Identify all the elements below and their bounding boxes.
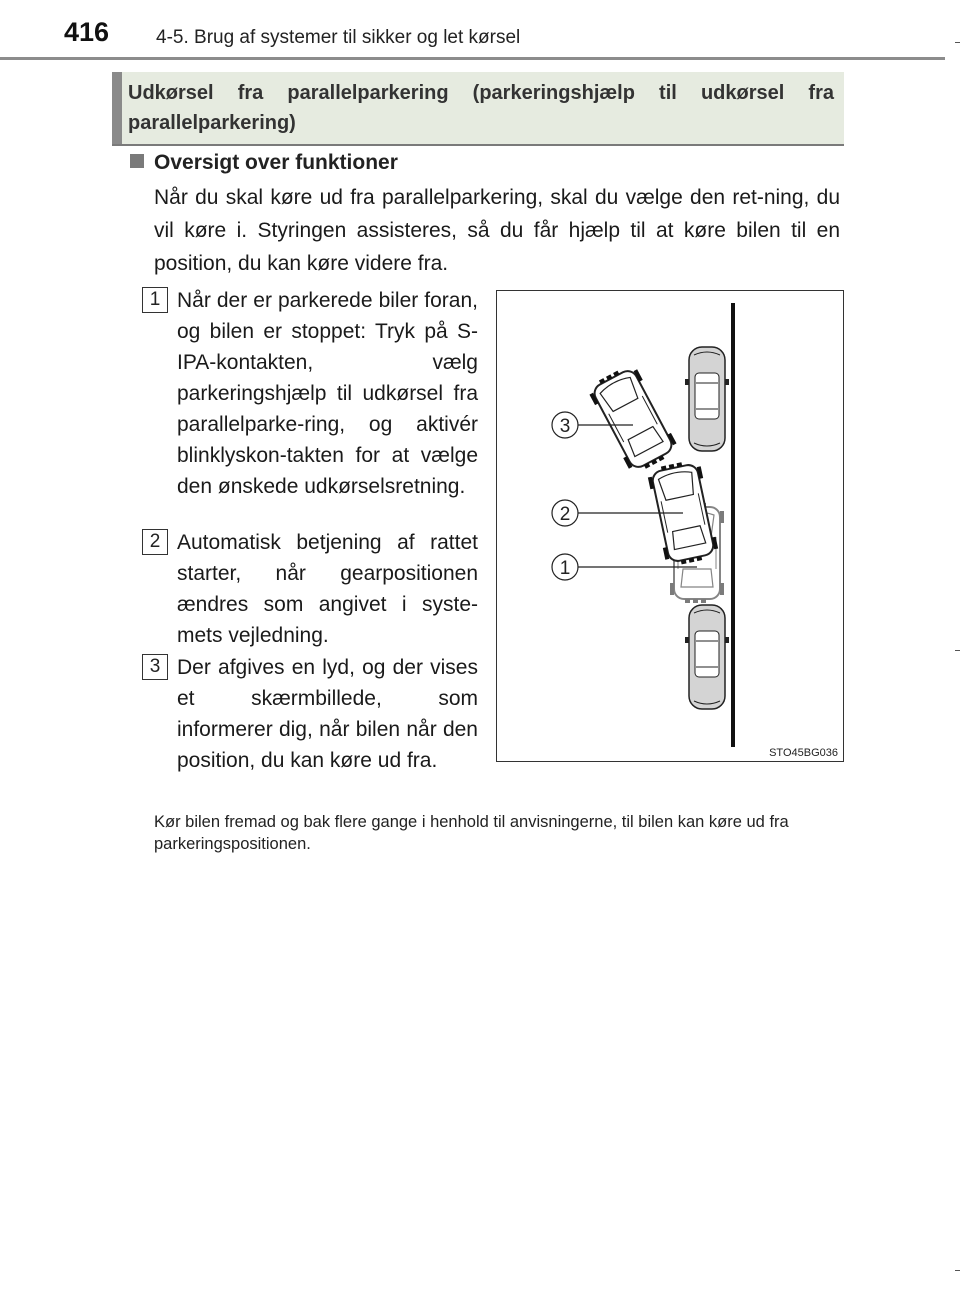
square-bullet-icon bbox=[130, 154, 144, 168]
parked-car-front bbox=[685, 347, 729, 451]
note-text: Kør bilen fremad og bak flere gange i henhold til anvisningerne, til bilen kan køre ud fra parkeringspositionen. bbox=[154, 813, 789, 853]
step-1 bbox=[142, 285, 478, 502]
callout-label-1: 1 bbox=[559, 558, 571, 579]
crop-mark bbox=[955, 1270, 960, 1271]
subheading-text: Oversigt over funktioner bbox=[154, 151, 398, 174]
subheading bbox=[130, 151, 398, 175]
intro-paragraph: Når du skal køre ud fra parallelparkering, skal du vælge den ret-ning, du vil køre i. Styringen assisteres, så du får hjælp til at køre bilen til en position, du kan køre videre fra. bbox=[154, 186, 840, 275]
callout-label-3: 3 bbox=[559, 416, 571, 437]
step-2 bbox=[142, 527, 478, 651]
figure-code: STO45BG036 bbox=[769, 747, 838, 759]
section-heading-box bbox=[112, 72, 844, 146]
vehicle-position-3 bbox=[588, 365, 677, 473]
section-heading-bar bbox=[112, 72, 122, 144]
header-rule bbox=[0, 57, 945, 60]
crop-mark bbox=[955, 650, 960, 651]
parking-diagram bbox=[497, 291, 845, 763]
step-text: Automatisk betjening af rattet starter, når gearpositionen ændres som angivet i syste-mets vejledning. bbox=[177, 531, 478, 647]
crop-mark bbox=[955, 42, 960, 43]
step-number: 3 bbox=[142, 654, 168, 680]
step-number: 2 bbox=[142, 529, 168, 555]
page-number: 416 bbox=[64, 17, 110, 47]
chapter-title: 4-5. Brug af systemer til sikker og let kørsel bbox=[156, 27, 521, 48]
callout-label-2: 2 bbox=[559, 504, 571, 525]
step-text: Der afgives en lyd, og der vises et skærmbillede, som informerer dig, når bilen når den position, du kan køre ud fra. bbox=[177, 656, 478, 772]
step-number: 1 bbox=[142, 287, 168, 313]
step-text: Når der er parkerede biler foran, og bilen er stoppet: Tryk på S-IPA-kontakten, vælg parkeringshjælp til udkørsel fra parallelparke-ring, og aktivér blinklyskon-takten for at vælge den ønskede udkørselsretning. bbox=[177, 289, 478, 498]
parked-car-rear bbox=[685, 605, 729, 709]
section-title: Udkørsel fra parallelparkering (parkeringshjælp til udkørsel fra parallelparkering) bbox=[128, 82, 834, 134]
step-3 bbox=[142, 652, 478, 776]
parking-illustration bbox=[496, 290, 844, 762]
